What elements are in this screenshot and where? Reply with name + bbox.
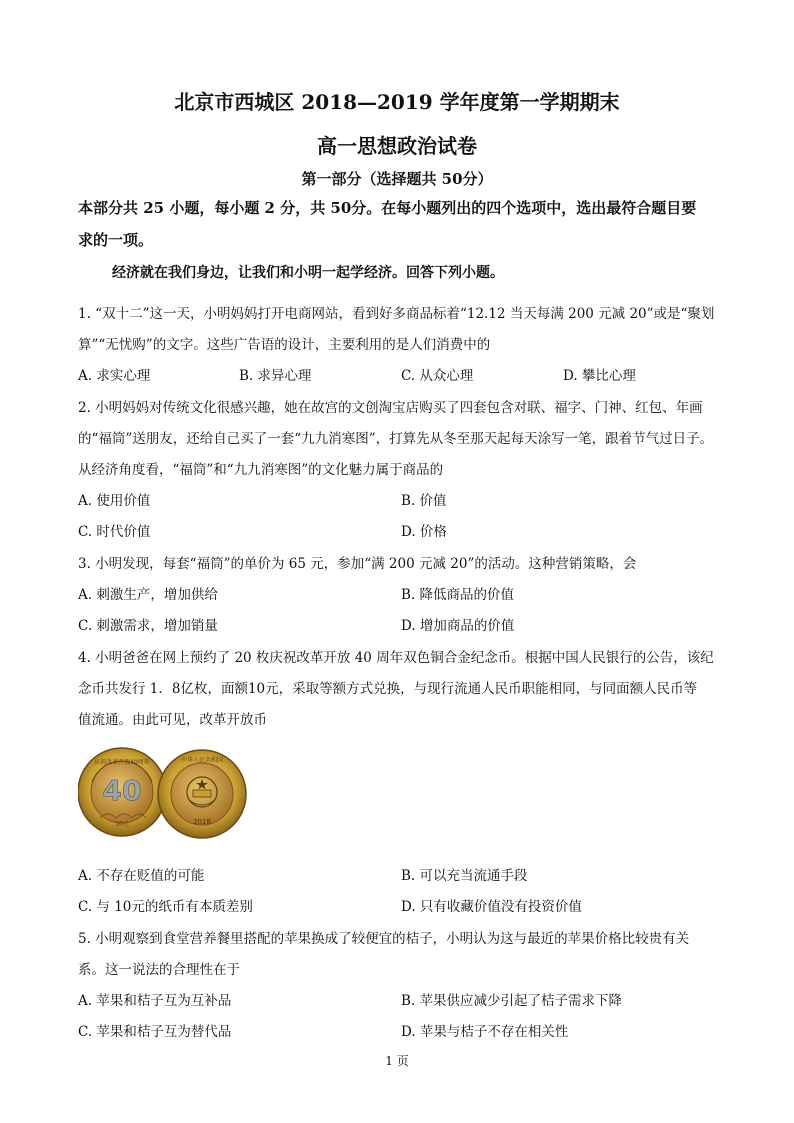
q2-option-c: C. 时代价值: [78, 524, 151, 540]
q2-line-2: 的“福筒”送朋友，还给自己买了一套“九九消寒图”，打算先从冬至那天起每天涂写一笔，跟着节气过日子。: [78, 431, 714, 447]
q2-line-3: 从经济角度看，“福筒”和“九九消寒图”的文化魅力属于商品的: [78, 462, 444, 478]
commemorative-coin-image: [78, 740, 248, 848]
q3-option-b: B. 降低商品的价值: [401, 587, 515, 603]
coin-numeral: 40: [102, 774, 142, 807]
q1-option-d: D. 攀比心理: [563, 368, 636, 384]
section-heading: 第一部分（选择题共 50分）: [301, 170, 493, 188]
q4-option-a: A. 不存在贬值的可能: [78, 868, 205, 884]
exam-title: 北京市西城区 2018—2019 学年度第一学期期末: [174, 90, 620, 114]
coin-back: [158, 750, 246, 838]
q1-option-a: A. 求实心理: [78, 368, 151, 384]
exam-subtitle: 高一思想政治试卷: [317, 134, 477, 158]
q5-option-c: C. 苹果和桔子互为替代品: [78, 1024, 232, 1040]
q4-line-1: 4. 小明爸爸在网上预约了 20 枚庆祝改革开放 40 周年双色铜合金纪念币。根据中国人民银行的公告，该纪: [78, 650, 714, 666]
q3-option-c: C. 刺激需求，增加销量: [78, 618, 218, 634]
q2-option-d: D. 价格: [401, 524, 447, 540]
coin-right-text: 中华人民共和国: [180, 757, 224, 764]
q2-line-1: 2. 小明妈妈对传统文化很感兴趣，她在故宫的文创淘宝店购买了四套包含对联、福字、门神、红包、年画: [78, 400, 703, 416]
q1-option-c: C. 从众心理: [401, 368, 474, 384]
q1-line-2: 算”“无忧购”的文字。这些广告语的设计，主要利用的是人们消费中的: [78, 337, 491, 353]
instructions-line-2: 求的一项。: [78, 231, 154, 249]
q3-option-d: D. 增加商品的价值: [401, 618, 515, 634]
instructions: [78, 192, 728, 256]
q5-line-2: 系。这一说法的合理性在于: [78, 962, 240, 978]
coin-front: [78, 748, 166, 836]
q1-line-1: 1. “双十二”这一天，小明妈妈打开电商网站，看到好多商品标着“12.12 当天每满 200 元减 20”或是“聚划: [78, 306, 715, 322]
q4-line-3: 值流通。由此可见，改革开放币: [78, 712, 267, 728]
q5-option-d: D. 苹果与桔子不存在相关性: [401, 1024, 569, 1040]
q2-option-a: A. 使用价值: [78, 493, 151, 509]
q5-option-b: B. 苹果供应减少引起了桔子需求下降: [401, 993, 623, 1009]
page-number: 1 页: [385, 1054, 409, 1068]
q5-option-a: A. 苹果和桔子互为互补品: [78, 993, 232, 1009]
q3-option-a: A. 刺激生产，增加供给: [78, 587, 218, 603]
coin-denomination: 10元: [115, 821, 129, 828]
q1-option-b: B. 求异心理: [239, 368, 312, 384]
q2-option-b: B. 价值: [401, 493, 447, 509]
coin-year: 2018: [193, 818, 211, 826]
q4-option-c: C. 与 10元的纸币有本质差别: [78, 899, 253, 915]
instructions-line-1: 本部分共 25 小题，每小题 2 分，共 50分。在每小题列出的四个选项中，选出最符合题目要: [78, 199, 697, 217]
intro-text: 经济就在我们身边，让我们和小明一起学经济。回答下列小题。: [112, 265, 504, 281]
q5-line-1: 5. 小明观察到食堂营养餐里搭配的苹果换成了较便宜的桔子，小明认为这与最近的苹果价格比较贵有关: [78, 931, 690, 947]
q4-option-d: D. 只有收藏价值没有投资价值: [401, 899, 582, 915]
q4-line-2: 念币共发行 1．8亿枚，面额10元，采取等额方式兑换，与现行流通人民币职能相同，与同面额人民币等: [78, 681, 698, 697]
coin-illustration: [78, 740, 248, 848]
q3-line-1: 3. 小明发现，每套“福筒”的单价为 65 元，参加“满 200 元减 20”的活动。这种营销策略，会: [78, 556, 637, 572]
q4-option-b: B. 可以充当流通手段: [401, 868, 528, 884]
coin-left-text: 庆祝改革开放40周年: [94, 759, 150, 766]
